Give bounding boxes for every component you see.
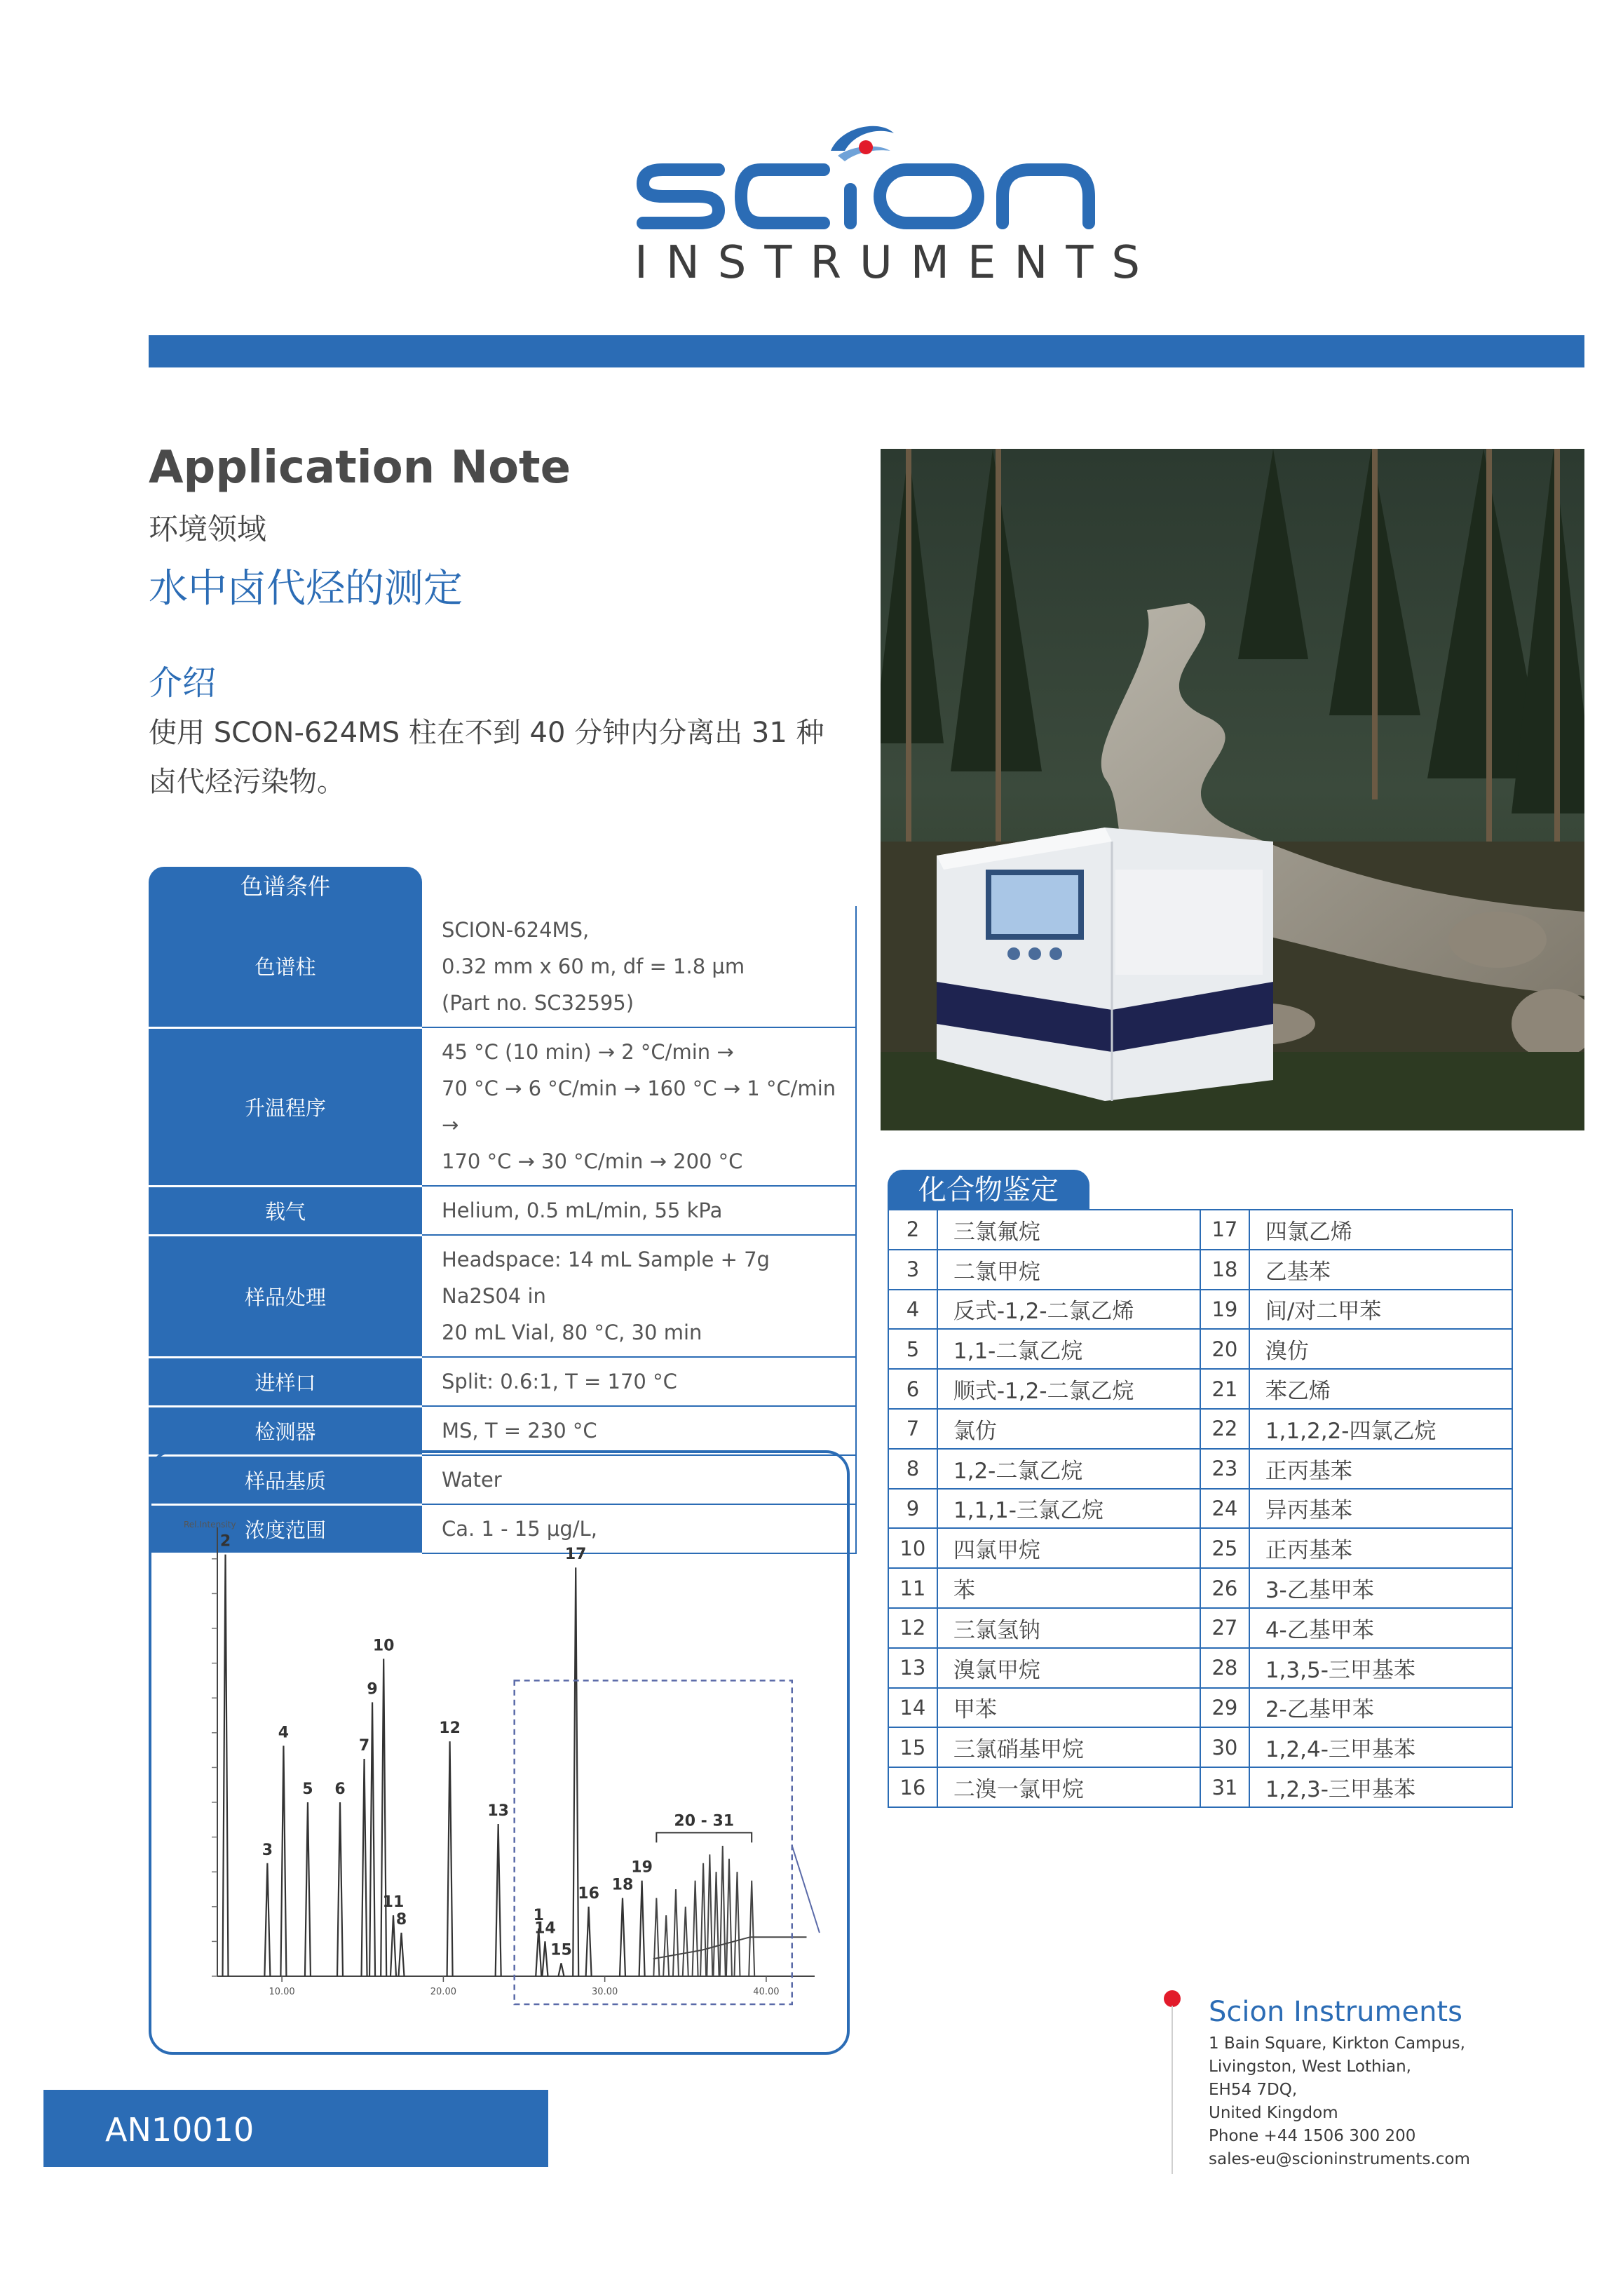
compound-name: 1,2-二氯乙烷 xyxy=(937,1449,1200,1489)
chromatogram-peak xyxy=(734,1872,740,1976)
conditions-key: 进样口 xyxy=(149,1357,422,1406)
compound-name: 1,2,3-三甲基苯 xyxy=(1249,1767,1512,1807)
peak-label: 12 xyxy=(439,1720,461,1738)
compound-number: 11 xyxy=(888,1568,937,1608)
page-title: 水中卤代烃的测定 xyxy=(149,566,463,612)
peak-label: 11 xyxy=(382,1893,405,1912)
x-tick-label: 20.00 xyxy=(430,1987,456,1997)
compound-name: 异丙基苯 xyxy=(1249,1489,1512,1529)
chromatogram-peak xyxy=(399,1933,405,1976)
peak-label: 15 xyxy=(550,1941,572,1959)
company-name: Scion Instruments xyxy=(1209,1996,1462,2028)
compound-number: 25 xyxy=(1200,1528,1249,1568)
compound-name: 2-乙基甲苯 xyxy=(1249,1688,1512,1728)
compound-name: 1,3,5-三甲基苯 xyxy=(1249,1648,1512,1688)
logo-swirl-icon xyxy=(824,112,901,168)
chromatogram-peak xyxy=(447,1741,453,1976)
conditions-value xyxy=(422,1235,856,1357)
compound-number: 26 xyxy=(1200,1568,1249,1608)
address-line: EH54 7DQ, xyxy=(1209,2081,1298,2099)
compound-name: 三氯氟烷 xyxy=(937,1210,1200,1250)
conditions-value-line: Headspace: 14 mL Sample + 7g Na2S04 in xyxy=(442,1248,770,1308)
y-axis-label: Rel.Intensity xyxy=(184,1520,236,1529)
compounds-table xyxy=(888,1209,1513,1808)
conditions-value-line: (Part no. SC32595) xyxy=(442,991,634,1015)
conditions-value-line: Helium, 0.5 mL/min, 55 kPa xyxy=(442,1198,723,1222)
compound-number: 8 xyxy=(888,1449,937,1489)
compound-row xyxy=(888,1210,1512,1250)
compounds-tab: 化合物鉴定 xyxy=(888,1170,1089,1209)
compound-name: 甲苯 xyxy=(937,1688,1200,1728)
compound-name: 顺式-1,2-二氯乙烷 xyxy=(937,1369,1200,1409)
peak-label: 10 xyxy=(372,1637,395,1655)
compound-number: 29 xyxy=(1200,1688,1249,1728)
compound-number: 21 xyxy=(1200,1369,1249,1409)
compound-number: 24 xyxy=(1200,1489,1249,1529)
logo-subtitle: INSTRUMENTS xyxy=(634,237,1159,289)
compound-row xyxy=(888,1489,1512,1529)
compound-name: 苯乙烯 xyxy=(1249,1369,1512,1409)
compound-number: 4 xyxy=(888,1290,937,1330)
peak-label: 14 xyxy=(534,1919,556,1938)
compound-name: 1,1,2,2-四氯乙烷 xyxy=(1249,1409,1512,1449)
compound-row xyxy=(888,1727,1512,1767)
compound-row xyxy=(888,1250,1512,1290)
compound-name: 反式-1,2-二氯乙烯 xyxy=(937,1290,1200,1330)
conditions-key: 色谱柱 xyxy=(149,906,422,1027)
chromatogram-peak xyxy=(639,1881,645,1976)
x-tick-label: 40.00 xyxy=(753,1987,780,1997)
compound-number: 12 xyxy=(888,1608,937,1648)
compound-name: 正丙基苯 xyxy=(1249,1528,1512,1568)
peak-label: 19 xyxy=(631,1858,653,1877)
chromatogram-peak xyxy=(714,1872,719,1976)
conditions-value-line: 170 °C → 30 °C/min → 200 °C xyxy=(442,1149,743,1173)
chromatogram-peak xyxy=(391,1915,396,1976)
x-tick-label: 10.00 xyxy=(269,1987,295,1997)
intro-heading: 介绍 xyxy=(149,663,217,703)
compound-number: 18 xyxy=(1200,1250,1249,1290)
conditions-value xyxy=(422,1357,856,1406)
conditions-row xyxy=(149,1357,856,1406)
chromatogram-chart xyxy=(156,1457,846,2051)
conditions-value-line: 45 °C (10 min) → 2 °C/min → xyxy=(442,1040,734,1064)
peak-label: 9 xyxy=(367,1680,378,1699)
compound-row xyxy=(888,1290,1512,1330)
compound-name: 苯 xyxy=(937,1568,1200,1608)
conditions-tab: 色谱条件 xyxy=(149,867,422,906)
compound-name: 溴仿 xyxy=(1249,1329,1512,1369)
chromatogram-peak xyxy=(573,1567,578,1976)
compound-number: 30 xyxy=(1200,1727,1249,1767)
compound-name: 二氯甲烷 xyxy=(937,1250,1200,1290)
compound-number: 7 xyxy=(888,1409,937,1449)
conditions-value-line: Ca. 1 - 15 μg/L, xyxy=(442,1517,597,1541)
compound-row xyxy=(888,1688,1512,1728)
x-tick-label: 30.00 xyxy=(592,1987,618,1997)
conditions-value-line: Water xyxy=(442,1468,502,1492)
chromatogram-panel xyxy=(149,1450,850,2055)
peak-label: 4 xyxy=(278,1724,290,1742)
conditions-value xyxy=(422,1027,856,1186)
conditions-key: 样品处理 xyxy=(149,1235,422,1357)
peak-label: 13 xyxy=(487,1802,509,1820)
compound-row xyxy=(888,1329,1512,1369)
compound-number: 27 xyxy=(1200,1608,1249,1648)
chromatogram-peak xyxy=(749,1881,754,1976)
conditions-value-line: MS, T = 230 °C xyxy=(442,1419,597,1443)
chromatogram-peak xyxy=(369,1702,375,1976)
compound-name: 氯仿 xyxy=(937,1409,1200,1449)
conditions-value-line: 70 °C → 6 °C/min → 160 °C → 1 °C/min → xyxy=(442,1076,836,1137)
conditions-row xyxy=(149,1235,856,1357)
address-line: United Kingdom xyxy=(1209,2104,1338,2122)
compound-number: 2 xyxy=(888,1210,937,1250)
baseline-drift xyxy=(653,1937,807,1959)
compound-row xyxy=(888,1648,1512,1688)
compound-row xyxy=(888,1528,1512,1568)
doc-id: AN10010 xyxy=(105,2111,254,2149)
conditions-row xyxy=(149,1027,856,1186)
compound-number: 16 xyxy=(888,1767,937,1807)
conditions-row xyxy=(149,1186,856,1235)
compound-name: 1,1,1-三氯乙烷 xyxy=(937,1489,1200,1529)
compound-number: 19 xyxy=(1200,1290,1249,1330)
peak-label: 2 xyxy=(219,1532,231,1551)
compound-number: 10 xyxy=(888,1528,937,1568)
chromatogram-peak xyxy=(362,1759,367,1976)
address-line: 1 Bain Square, Kirkton Campus, xyxy=(1209,2034,1465,2053)
address-line: Livingston, West Lothian, xyxy=(1209,2058,1411,2076)
chromatogram-peak xyxy=(280,1745,286,1976)
compound-number: 23 xyxy=(1200,1449,1249,1489)
compound-row xyxy=(888,1568,1512,1608)
compound-number: 31 xyxy=(1200,1767,1249,1807)
zoom-pointer xyxy=(792,1846,820,1933)
chromatogram-peak xyxy=(726,1859,732,1976)
instrument-stream-photo xyxy=(881,449,1584,1130)
chromatogram-peak xyxy=(653,1898,659,1976)
compound-name: 溴氯甲烷 xyxy=(937,1648,1200,1688)
header-bar xyxy=(149,335,1584,367)
compound-row xyxy=(888,1369,1512,1409)
peak-label: 3 xyxy=(262,1841,273,1859)
compound-name: 三氯氢钠 xyxy=(937,1608,1200,1648)
peak-label: 8 xyxy=(395,1911,407,1929)
conditions-value xyxy=(422,906,856,1027)
conditions-value xyxy=(422,1406,856,1455)
conditions-row xyxy=(149,1406,856,1455)
peak-label: 18 xyxy=(611,1876,634,1894)
address-line: sales-eu@scioninstruments.com xyxy=(1209,2150,1470,2168)
chromatogram-peak xyxy=(673,1889,679,1976)
compound-name: 三氯硝基甲烷 xyxy=(937,1727,1200,1767)
compound-number: 20 xyxy=(1200,1329,1249,1369)
conditions-key: 载气 xyxy=(149,1186,422,1235)
chromatogram-peak xyxy=(693,1881,698,1976)
compound-name: 二溴一氯甲烷 xyxy=(937,1767,1200,1807)
compound-name: 四氯甲烷 xyxy=(937,1528,1200,1568)
compound-number: 17 xyxy=(1200,1210,1249,1250)
compound-number: 15 xyxy=(888,1727,937,1767)
conditions-key: 浓度范围 xyxy=(149,1504,422,1553)
address-line: Phone +44 1506 300 200 xyxy=(1209,2127,1416,2145)
chromatogram-peak xyxy=(663,1915,669,1976)
chromatogram-peak xyxy=(558,1963,564,1976)
compound-name: 4-乙基甲苯 xyxy=(1249,1608,1512,1648)
peak-label: 1 xyxy=(533,1906,544,1924)
compound-name: 1,2,4-三甲基苯 xyxy=(1249,1727,1512,1767)
chromatogram-peak xyxy=(586,1907,592,1976)
company-address xyxy=(1209,2032,1470,2171)
location-pin-icon xyxy=(1164,1990,1181,2007)
compound-name: 正丙基苯 xyxy=(1249,1449,1512,1489)
chromatogram-peak xyxy=(305,1802,311,1976)
peak-label: 6 xyxy=(334,1781,346,1798)
chromatogram-peak xyxy=(542,1941,548,1976)
intro-text: 使用 SCON-624MS 柱在不到 40 分钟内分离出 31 种卤代烃污染物。 xyxy=(149,717,824,798)
chromatogram-peak xyxy=(496,1824,501,1976)
peak-label: 5 xyxy=(302,1781,313,1798)
compound-number: 22 xyxy=(1200,1409,1249,1449)
pin-divider xyxy=(1172,2006,1173,2174)
chromatogram-peak xyxy=(264,1863,270,1976)
peak-label: 17 xyxy=(564,1546,587,1564)
compound-name: 四氯乙烯 xyxy=(1249,1210,1512,1250)
compound-number: 28 xyxy=(1200,1648,1249,1688)
compound-number: 6 xyxy=(888,1369,937,1409)
chromatogram-peak xyxy=(720,1846,726,1976)
conditions-key: 样品基质 xyxy=(149,1455,422,1504)
compound-number: 14 xyxy=(888,1688,937,1728)
chromatogram-peak xyxy=(700,1863,706,1976)
peak-label: 16 xyxy=(578,1884,599,1903)
conditions-key: 升温程序 xyxy=(149,1027,422,1186)
conditions-value-line: 0.32 mm x 60 m, df = 1.8 μm xyxy=(442,954,745,978)
chromatogram-peak xyxy=(337,1802,343,1976)
group-label: 20 - 31 xyxy=(674,1812,735,1830)
group-bracket xyxy=(656,1832,752,1842)
conditions-value-line: SCION-624MS, xyxy=(442,918,590,942)
compound-number: 9 xyxy=(888,1489,937,1529)
compound-name: 乙基苯 xyxy=(1249,1250,1512,1290)
field-label: 环境领域 xyxy=(149,512,267,546)
chromatogram-peak xyxy=(707,1854,712,1976)
compound-row xyxy=(888,1409,1512,1449)
compound-row xyxy=(888,1449,1512,1489)
conditions-value-line: 20 mL Vial, 80 °C, 30 min xyxy=(442,1321,702,1344)
chromatogram-peak xyxy=(683,1907,688,1976)
chromatogram-peak xyxy=(620,1898,625,1976)
conditions-row xyxy=(149,906,856,1027)
chromatogram-peak xyxy=(381,1659,386,1976)
conditions-value-line: Split: 0.6:1, T = 170 °C xyxy=(442,1370,677,1393)
compound-name: 间/对二甲苯 xyxy=(1249,1290,1512,1330)
app-note-label: Application Note xyxy=(149,442,571,494)
conditions-key: 检测器 xyxy=(149,1406,422,1455)
logo-wordmark xyxy=(634,161,1097,231)
compound-number: 13 xyxy=(888,1648,937,1688)
conditions-value xyxy=(422,1186,856,1235)
peak-label: 7 xyxy=(358,1737,370,1755)
scion-logo xyxy=(634,112,1159,289)
compound-number: 5 xyxy=(888,1329,937,1369)
compound-number: 3 xyxy=(888,1250,937,1290)
chromatogram-peak xyxy=(223,1555,229,1976)
compound-name: 1,1-二氯乙烷 xyxy=(937,1329,1200,1369)
compound-name: 3-乙基甲苯 xyxy=(1249,1568,1512,1608)
compound-row xyxy=(888,1608,1512,1648)
compound-row xyxy=(888,1767,1512,1807)
